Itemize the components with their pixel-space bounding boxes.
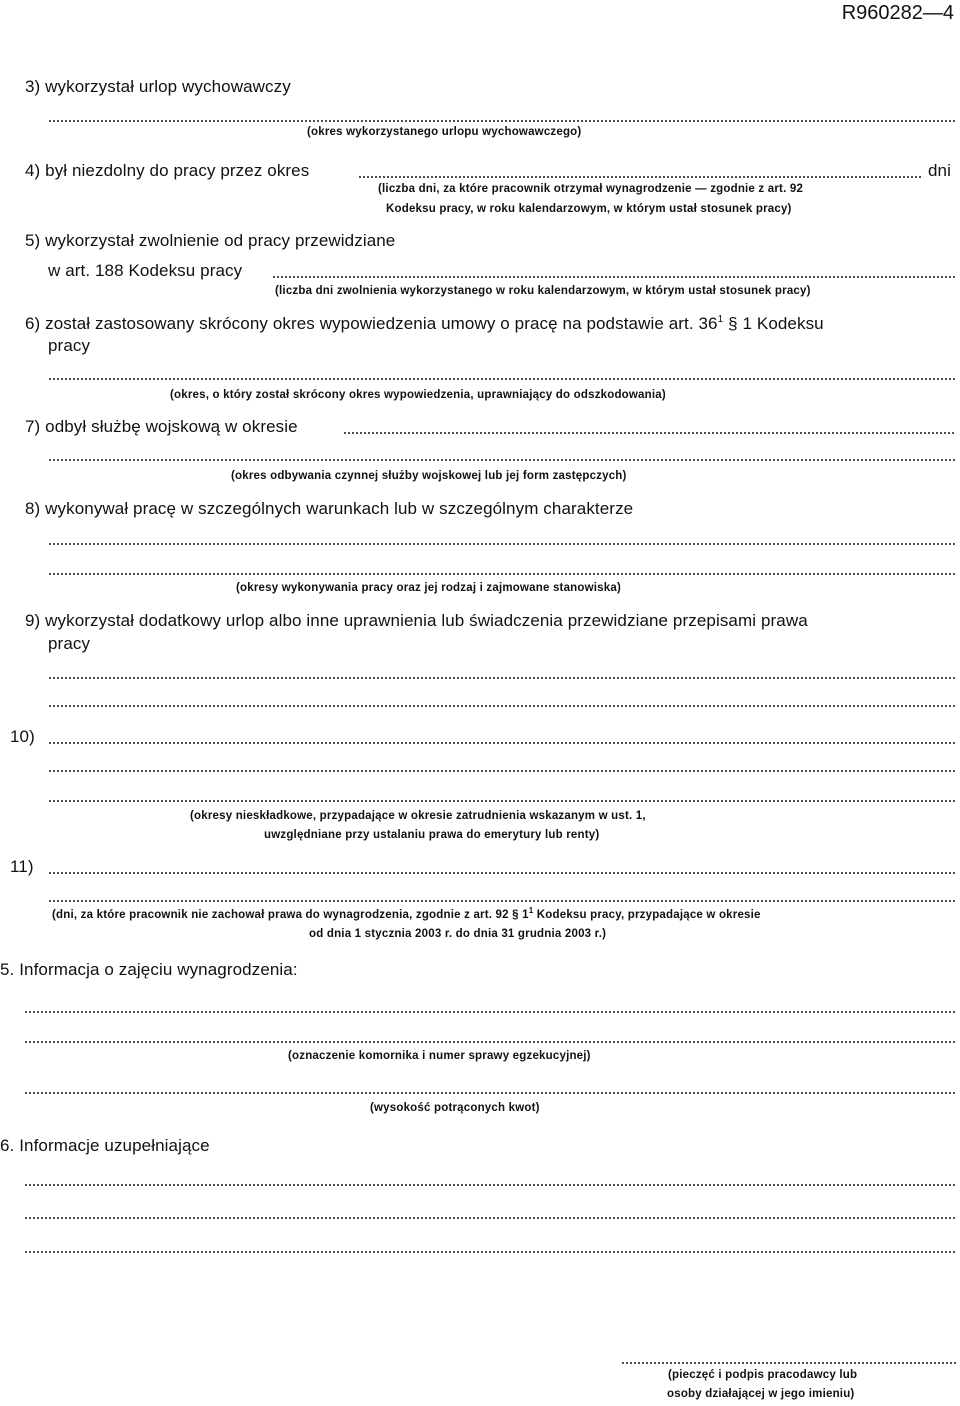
item-10-fill-line-2[interactable]	[48, 770, 956, 772]
item-10-fill-line-1[interactable]	[48, 742, 956, 744]
item-3-label: 3) wykorzystał urlop wychowawczy	[25, 77, 291, 96]
item-8-fill-line-2[interactable]	[48, 573, 956, 575]
item-9-fill-line-1[interactable]	[48, 677, 956, 679]
item-6-caption: (okres, o który został skrócony okres wypowiedzenia, uprawniający do odszkodowania)	[170, 389, 666, 401]
item-11-caption-text: (dni, za które pracownik nie zachował prawa do wynagrodzenia, zgodnie z art. 92 § 1	[52, 909, 529, 921]
section-5-fill-line-2[interactable]	[24, 1041, 956, 1043]
item-7-fill-line-1[interactable]	[343, 432, 956, 434]
item-4-caption-line1: (liczba dni, za które pracownik otrzymał wynagrodzenie — zgodnie z art. 92	[378, 183, 804, 195]
item-5-label-line2: w art. 188 Kodeksu pracy	[48, 261, 243, 280]
item-5-caption: (liczba dni zwolnienia wykorzystanego w roku kalendarzowym, w którym ustał stosunek pracy)	[275, 285, 811, 297]
section-5-title: 5. Informacja o zajęciu wynagrodzenia:	[0, 960, 298, 979]
item-5-fill-line[interactable]	[272, 276, 956, 278]
item-8-fill-line-1[interactable]	[48, 543, 956, 545]
item-4-unit: dni	[928, 161, 951, 180]
section-5-caption-2: (wysokość potrąconych kwot)	[370, 1102, 540, 1114]
item-6-fill-line[interactable]	[48, 378, 956, 380]
item-10-label: 10)	[10, 727, 35, 746]
item-7-caption: (okres odbywania czynnej służby wojskowej lub jej form zastępczych)	[231, 470, 627, 482]
item-9-label-line2: pracy	[48, 634, 91, 653]
item-3-caption: (okres wykorzystanego urlopu wychowawczego)	[307, 126, 582, 138]
item-8-caption: (okresy wykonywania pracy oraz jej rodzaj i zajmowane stanowiska)	[236, 582, 621, 594]
item-10-caption-line2: uwzględniane przy ustalaniu prawa do emerytury lub renty)	[264, 829, 600, 841]
item-11-fill-line-2[interactable]	[48, 900, 956, 902]
item-7-fill-line-2[interactable]	[48, 459, 956, 461]
item-10-fill-line-3[interactable]	[48, 800, 956, 802]
item-4-fill-line[interactable]	[358, 176, 923, 178]
item-10-caption-line1: (okresy nieskładkowe, przypadające w okresie zatrudnienia wskazanym w ust. 1,	[190, 810, 646, 822]
item-5-label-line1: 5) wykorzystał zwolnienie od pracy przewidziane	[25, 231, 396, 250]
item-9-label-line1: 9) wykorzystał dodatkowy urlop albo inne uprawnienia lub świadczenia przewidziane przepisami prawa	[25, 611, 808, 630]
item-11-fill-line-1[interactable]	[48, 872, 956, 874]
signature-caption-line2: osoby działającej w jego imieniu)	[667, 1388, 855, 1400]
item-11-caption-line2: od dnia 1 stycznia 2003 r. do dnia 31 grudnia 2003 r.)	[309, 928, 607, 940]
item-11-caption-line1	[52, 906, 761, 921]
signature-line[interactable]	[621, 1362, 956, 1364]
section-5-fill-line-1[interactable]	[24, 1011, 956, 1013]
item-7-label: 7) odbył służbę wojskową w okresie	[25, 417, 298, 436]
item-6-label-text-end: § 1 Kodeksu	[723, 314, 824, 333]
section-5-fill-line-3[interactable]	[24, 1092, 956, 1094]
item-6-label-line1	[25, 314, 824, 334]
item-9-fill-line-2[interactable]	[48, 705, 956, 707]
section-6-fill-line-1[interactable]	[24, 1184, 956, 1186]
signature-caption-line1: (pieczęć i podpis pracodawcy lub	[668, 1369, 858, 1381]
item-4-caption-line2: Kodeksu pracy, w roku kalendarzowym, w którym ustał stosunek pracy)	[386, 203, 792, 215]
item-6-label-sup: 1	[717, 314, 724, 325]
section-6-title: 6. Informacje uzupełniające	[0, 1136, 210, 1155]
item-3-fill-line[interactable]	[48, 120, 956, 122]
item-4-label: 4) był niezdolny do pracy przez okres	[25, 161, 310, 180]
item-8-label: 8) wykonywał pracę w szczególnych warunkach lub w szczególnym charakterze	[25, 499, 634, 518]
item-6-label-text: 6) został zastosowany skrócony okres wypowiedzenia umowy o pracę na podstawie art. 36	[25, 314, 718, 333]
item-11-caption-text-end: Kodeksu pracy, przypadające w okresie	[533, 909, 761, 921]
section-5-caption-1: (oznaczenie komornika i numer sprawy egzekucyjnej)	[288, 1050, 591, 1062]
item-11-label: 11)	[10, 857, 34, 876]
document-id: R960282—4	[841, 2, 954, 24]
item-11-caption-sup: 1	[528, 906, 534, 915]
section-6-fill-line-3[interactable]	[24, 1251, 956, 1253]
section-6-fill-line-2[interactable]	[24, 1217, 956, 1219]
item-6-label-line2: pracy	[48, 336, 91, 355]
